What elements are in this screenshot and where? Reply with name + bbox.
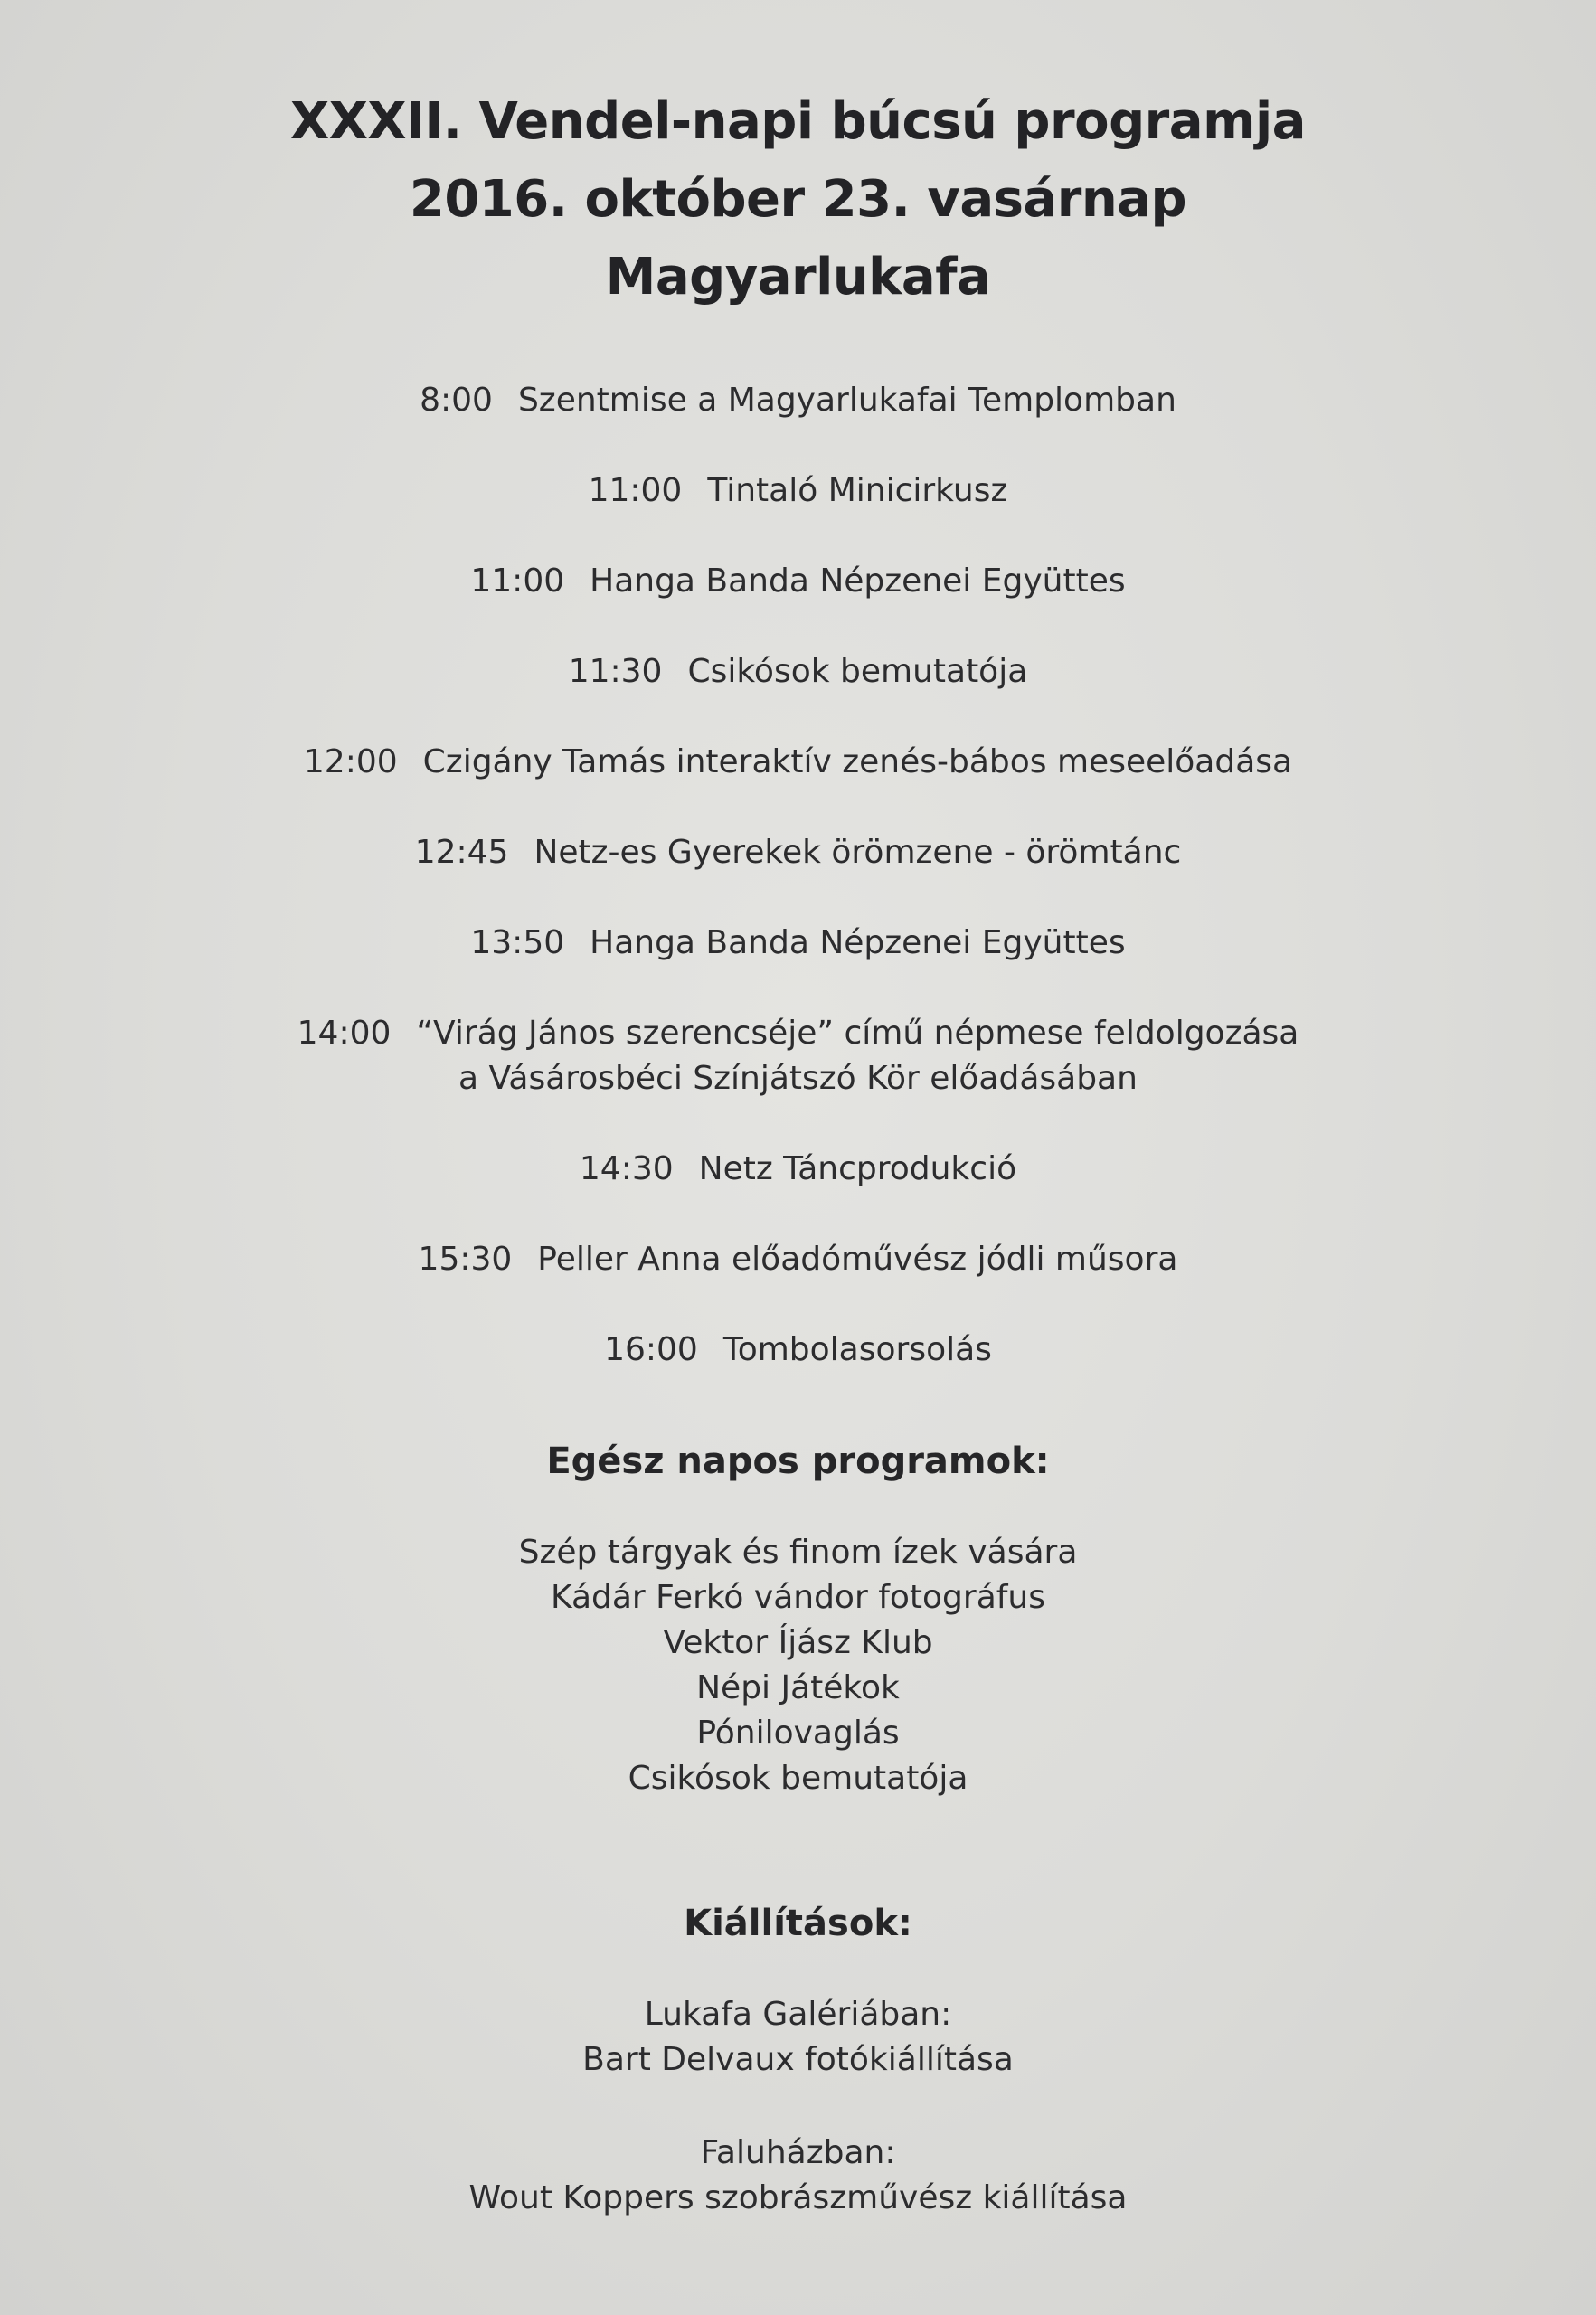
schedule-event: Csikósok bemutatója bbox=[687, 653, 1028, 690]
title-line-3: Magyarlukafa bbox=[605, 248, 991, 307]
schedule-event: Czigány Tamás interaktív zenés-bábos meseelőadása bbox=[422, 743, 1293, 780]
schedule-item bbox=[0, 1328, 1596, 1418]
exhibition-title: Wout Koppers szobrászművész kiállítása bbox=[468, 2179, 1128, 2216]
schedule-time: 14:00 bbox=[297, 1015, 392, 1052]
exhibition-title: Bart Delvaux fotókiállítása bbox=[582, 2041, 1014, 2078]
schedule-item bbox=[0, 830, 1596, 921]
exhibition-venue: Lukafa Galériában: bbox=[644, 1996, 952, 2033]
schedule-event: Tintaló Minicirkusz bbox=[707, 472, 1008, 509]
schedule-list bbox=[0, 378, 1596, 1418]
all-day-list bbox=[0, 1530, 1596, 1801]
schedule-event-continued: a Vásárosbéci Színjátszó Kör előadásában bbox=[458, 1060, 1138, 1097]
all-day-item: Pónilovaglás bbox=[696, 1715, 900, 1752]
all-day-item: Népi Játékok bbox=[696, 1669, 900, 1706]
schedule-time: 16:00 bbox=[604, 1331, 698, 1368]
exhibition-gallery bbox=[0, 1992, 1596, 2083]
schedule-item bbox=[0, 921, 1596, 1011]
schedule-time: 12:45 bbox=[414, 834, 509, 871]
schedule-time: 13:50 bbox=[470, 924, 565, 961]
schedule-time: 15:30 bbox=[418, 1241, 513, 1278]
schedule-event: Szentmise a Magyarlukafai Templomban bbox=[517, 382, 1176, 419]
schedule-time: 11:00 bbox=[588, 472, 683, 509]
schedule-item bbox=[0, 1011, 1596, 1147]
schedule-time: 12:00 bbox=[303, 743, 398, 780]
schedule-time: 8:00 bbox=[420, 382, 493, 419]
all-day-item: Szép tárgyak és finom ízek vására bbox=[518, 1534, 1078, 1571]
schedule-item bbox=[0, 740, 1596, 830]
schedule-event: Hanga Banda Népzenei Együttes bbox=[590, 924, 1126, 961]
all-day-item: Kádár Ferkó vándor fotográfus bbox=[550, 1579, 1045, 1616]
all-day-item: Vektor Íjász Klub bbox=[663, 1624, 933, 1661]
schedule-event: Tombolasorsolás bbox=[722, 1331, 992, 1368]
schedule-event: Peller Anna előadóművész jódli műsora bbox=[537, 1241, 1178, 1278]
schedule-event: Netz Táncprodukció bbox=[698, 1150, 1017, 1187]
schedule-time: 11:30 bbox=[568, 653, 663, 690]
all-day-item: Csikósok bemutatója bbox=[628, 1760, 968, 1797]
schedule-event: “Virág János szerencséje” című népmese feldolgozása bbox=[416, 1015, 1299, 1052]
schedule-item bbox=[0, 559, 1596, 649]
schedule-time: 11:00 bbox=[470, 562, 565, 600]
exhibition-venue: Faluházban: bbox=[700, 2134, 896, 2171]
schedule-item bbox=[0, 649, 1596, 740]
schedule-event: Netz-es Gyerekek örömzene - örömtánc bbox=[534, 834, 1182, 871]
title-line-1: XXXII. Vendel-napi búcsú programja bbox=[290, 92, 1306, 151]
exhibitions-heading: Kiállítások: bbox=[684, 1903, 912, 1944]
title-line-2: 2016. október 23. vasárnap bbox=[409, 170, 1187, 229]
page-title bbox=[0, 83, 1596, 317]
all-day-heading: Egész napos programok: bbox=[546, 1441, 1050, 1482]
schedule-event: Hanga Banda Népzenei Együttes bbox=[590, 562, 1126, 600]
schedule-item bbox=[0, 1147, 1596, 1237]
schedule-item bbox=[0, 1237, 1596, 1328]
schedule-item bbox=[0, 468, 1596, 559]
schedule-item bbox=[0, 378, 1596, 468]
schedule-time: 14:30 bbox=[579, 1150, 674, 1187]
exhibition-village-hall bbox=[0, 2131, 1596, 2221]
